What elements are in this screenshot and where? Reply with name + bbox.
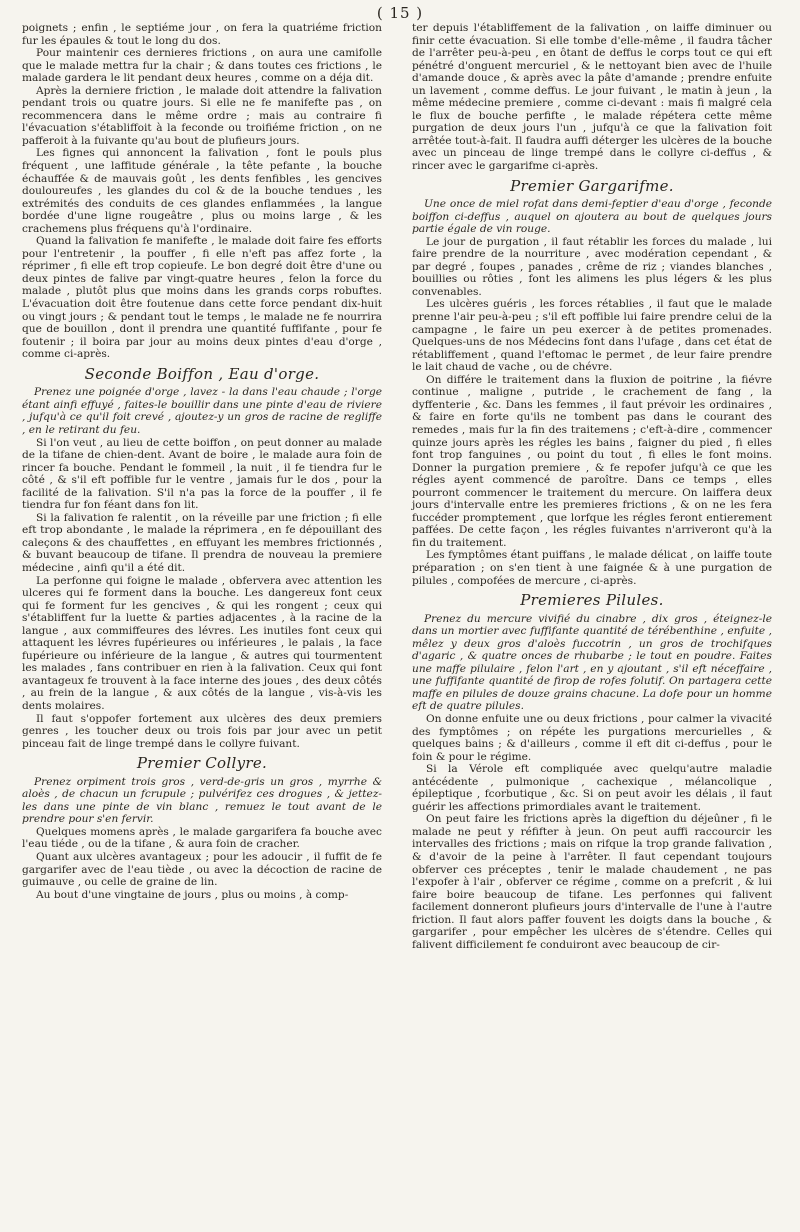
paragraph: Le jour de purgation , il faut rétablir les forces du malade , lui faire prendre de la nourriture , avec modération cependant , & par degré , foupes , panades , crême de riz ; viandes blanches , bouillies ou rôties , font les alimens les plus légers & les plus convenables. — [412, 235, 772, 298]
section-heading: Premier Gargarifme. — [510, 176, 674, 195]
paragraph: Les fymptômes étant puiffans , le malade délicat , on laiffe toute préparation ; on s'en tient à une faignée & à une purgation de pilules , compofées de mercure , ci-après. — [412, 549, 772, 587]
paragraph: On donne enfuite une ou deux frictions , pour calmer la vivacité des fymptômes ; on répéte les purgations mercurielles , & quelques bains ; & d'ailleurs , comme il eft dit ci-deffus , pour le foin & pour le régime. — [412, 712, 772, 763]
paragraph: Après la derniere friction , le malade doit attendre la falivation pendant trois ou quatre jours. Si elle ne fe manifefte pas , on recommencera dans le même ordre ; mais au contraire fi l'évacuation s'établiffoit à la feconde ou troifiéme friction , on ne pafferoit à la fuivante qu'au bout de plufieurs jours. — [22, 84, 382, 147]
right-column — [412, 22, 772, 951]
left-column — [22, 22, 382, 901]
paragraph: Si la Vérole eft compliquée avec quelqu'autre maladie antécédente , pulmonique , cachexique , mélancolique , épileptique , fcorbutique , &c. Si on peut avoir les délais , il faut guérir les affections primordiales avant le traitement. — [412, 763, 772, 813]
paragraph: Au bout d'une vingtaine de jours , plus ou moins , à comp- — [36, 888, 349, 901]
paragraph: On peut faire les frictions après la digeftion du déjeûner , fi le malade ne peut y réfifter à jeun. On peut auffi raccourcir les intervalles des frictions ; mais on rifque la trop grande falivation , & d'avoir de la peine à l'arrêter. Il faut cependant toujours obferver ces préceptes , tenir le malade chaudement , ne pas l'expofer à l'air , obferver ce régime , comme on a prefcrit , & lui faire boire beaucoup de tifane. Les perfonnes qui falivent facilement donneront plufieurs jours d'intervalle de l'une à l'autre friction. Il faut alors paffer fouvent les doigts dans la bouche , & gargarifer , pour empêcher les ulcères de s'étendre. Celles qui falivent difficilement fe conduiront avec beaucoup de cir- — [412, 813, 772, 951]
paragraph: ter depuis l'établiffement de la falivation , on laiffe diminuer ou finir cette évacuation. Si elle tombe d'elle-même , il faudra tâcher de l'arrêter peu-à-peu , en ôtant de deffus le corps tout ce qui eft pénétré d'onguent mercuriel , & le nettoyant bien avec de l'huile d'amande douce , & après avec la pâte d'amande ; prendre enfuite un lavement , comme deffus. Le jour fuivant , le matin à jeun , la même médecine premiere , comme ci-devant : mais fi malgré cela le flux de bouche perfifte , le malade répétera cette même purgation de deux jours l'un , jufqu'à ce que la falivation foit arrêtée tout-à-fait. Il faudra auffi déterger les ulcères de la bouche avec un pinceau de linge trempé dans le collyre ci-deffus , & rincer avec le gargarifme ci-après. — [412, 22, 772, 173]
paragraph: Quant aux ulcères avantageux ; pour les adoucir , il fuffit de fe gargarifer avec de l'eau tiède , ou avec la décoction de racine de guimauve , ou celle de graine de lin. — [22, 851, 382, 889]
paragraph: La perfonne qui foigne le malade , obfervera avec attention les ulceres qui fe forment dans la bouche. Les dangereux font ceux qui fe forment fur les gencives , & qui les rongent ; ceux qui s'établiffent fur la luette & parties adjacentes , à la racine de la langue , aux commiffeures des lévres. Les inutiles font ceux qui attaquent les lévres fupérieures ou inférieures , le palais , la face fupérieure ou inférieure de la langue , & autres qui tourmentent les malades , fans contribuer en rien à la falivation. Ceux qui font avantageux fe trouvent à la face interne des joues , des deux côtés , au frein de la langue , & aux côtés de la langue , vis-à-vis les dents molaires. — [22, 574, 382, 712]
recipe-text: Une once de miel rofat dans demi-feptier d'eau d'orge , feconde boiffon ci-deffus , auquel on ajoutera au bout de quelques jours partie égale de vin rouge. — [412, 198, 772, 236]
paragraph: Pour maintenir ces dernieres frictions , on aura une camifolle que le malade mettra fur la chair ; & dans toutes ces frictions , le malade gardera le lit pendant deux heures , comme on a déja dit. — [22, 47, 382, 85]
paragraph: Si la falivation fe ralentit , on la réveille par une friction ; fi elle eft trop abondante , le malade la réprimera , en fe dépouillant des caleçons & des chauffettes , en effuyant les membres frictionnés , & buvant beaucoup de tifane. Il prendra de nouveau la premiere médecine , ainfi qu'il a été dit. — [22, 511, 382, 574]
paragraph: On différe le traitement dans la fluxion de poitrine , la fiévre continue , maligne , putride , le crachement de fang , la dyffenterie , &c. Dans les femmes , il faut prévoir les ordinaires , & faire en forte qu'ils ne tombent pas dans le courant des remedes , mais fur la fin des traitemens ; c'eft-à-dire , commencer quinze jours après les régles les bains , faigner du pied , fi elles font trop fanguines , ou point du tout , fi elles le font moins. Donner la purgation premiere , & fe repofer jufqu'à ce que les régles ayent commencé de paroître. Dans ce temps , elles pourront commencer le traitement du mercure. On laiffera deux jours d'intervalle entre les premieres frictions , & on ne les fera fuccéder promptement , que lorfque les régles feront entierement paffées. De cette façon , les régles fuivantes n'arriveront qu'à la fin du traitement. — [412, 373, 772, 549]
recipe-text: Prenez une poignée d'orge , lavez - la dans l'eau chaude ; l'orge étant ainfi effuyé , faites-le bouillir dans une pinte d'eau de riviere , jufqu'à ce qu'il foit crevé , ajoutez-y un gros de racine de regliffe , en le retirant du feu. — [22, 386, 382, 436]
paragraph: Les fignes qui annoncent la falivation , font le pouls plus fréquent , une laffitude générale , la tête pefante , la bouche échauffée & de mauvais goût , les dents fenfibles , les gencives douloureufes , les glandes du col & de la bouche tendues , les extrémités des conduits de ces glandes enflammées , la langue bordée d'une ligne rougeâtre , plus ou moins large , & les crachemens plus fréquens qu'à l'ordinaire. — [22, 147, 382, 235]
page-number: ( 15 ) — [376, 4, 424, 22]
paragraph: Il faut s'oppofer fortement aux ulcères des deux premiers genres , les toucher deux ou trois fois par jour avec un petit pinceau fait de linge trempé dans le collyre fuivant. — [22, 712, 382, 750]
section-heading: Premieres Pilules. — [520, 591, 664, 610]
recipe-text: Prenez orpiment trois gros , verd-de-gris un gros , myrrhe & aloès , de chacun un fcrupule ; pulvérifez ces drogues , & jettez-les dans une pinte de vin blanc , remuez le tout avant de le prendre pour s'en fervir. — [22, 775, 382, 826]
section-heading: Seconde Boiffon , Eau d'orge. — [84, 364, 320, 383]
paragraph: Quelques momens après , le malade gargarifera fa bouche avec l'eau tiéde , ou de la tifane , & aura foin de cracher. — [22, 825, 382, 851]
section-heading: Premier Collyre. — [136, 754, 268, 773]
recipe-text: Prenez du mercure vivifié du cinabre , dix gros , éteignez-le dans un mortier avec fuffifante quantité de térébenthine , enfuite , mêlez y deux gros d'aloès fuccotrin , un gros de trochifques d'agaric , & quatre onces de rhubarbe ; le tout en poudre. Faites une maffe pilulaire , felon l'art , en y ajoutant , s'il eft néceffaire , une fuffifante quantité de firop de rofes folutif. On partagera cette maffe en pilules de douze grains chacune. La dofe pour un homme eft de quatre pilules. — [412, 612, 772, 713]
paragraph: Quand la falivation fe manifefte , le malade doit faire fes efforts pour l'entretenir , la pouffer , fi elle n'eft pas affez forte , la réprimer , fi elle eft trop copieufe. Le bon degré doit être d'une ou deux pintes de falive par vingt-quatre heures , felon la force du malade , plutôt plus que moins dans les grands corps robuftes. L'évacuation doit être foutenue dans cette force pendant dix-huit ou vingt jours ; & pendant tout le temps , le malade ne fe nourrira que de bouillon , dont il prendra une quantité fuffifante , pour fe foutenir ; il boira par jour au moins deux pintes d'eau d'orge , comme ci-après. — [22, 235, 382, 361]
paragraph: poignets ; enfin , le septiéme jour , on fera la quatriéme friction fur les épaules & tout le long du dos. — [22, 22, 382, 47]
paragraph: Les ulcères guéris , les forces rétablies , il faut que le malade prenne l'air peu-à-peu ; s'il eft poffible lui faire prendre celui de la campagne , le faire un peu exercer à de petites promenades. Quelques-uns de nos Médecins font dans l'ufage , dans cet état de rétabliffement , quand l'eftomac le permet , de leur faire prendre le lait chaud de vache , ou de chévre. — [412, 298, 772, 374]
paragraph: Si l'on veut , au lieu de cette boiffon , on peut donner au malade de la tifane de chien-dent. Avant de boire , le malade aura foin de rincer fa bouche. Pendant le fommeil , la nuit , il fe tiendra fur le côté , & s'il eft poffible fur le ventre , jamais fur le dos , pour la facilité de la falivation. S'il n'a pas la force de la pouffer , il fe tiendra fur fon féant dans fon lit. — [22, 436, 382, 512]
